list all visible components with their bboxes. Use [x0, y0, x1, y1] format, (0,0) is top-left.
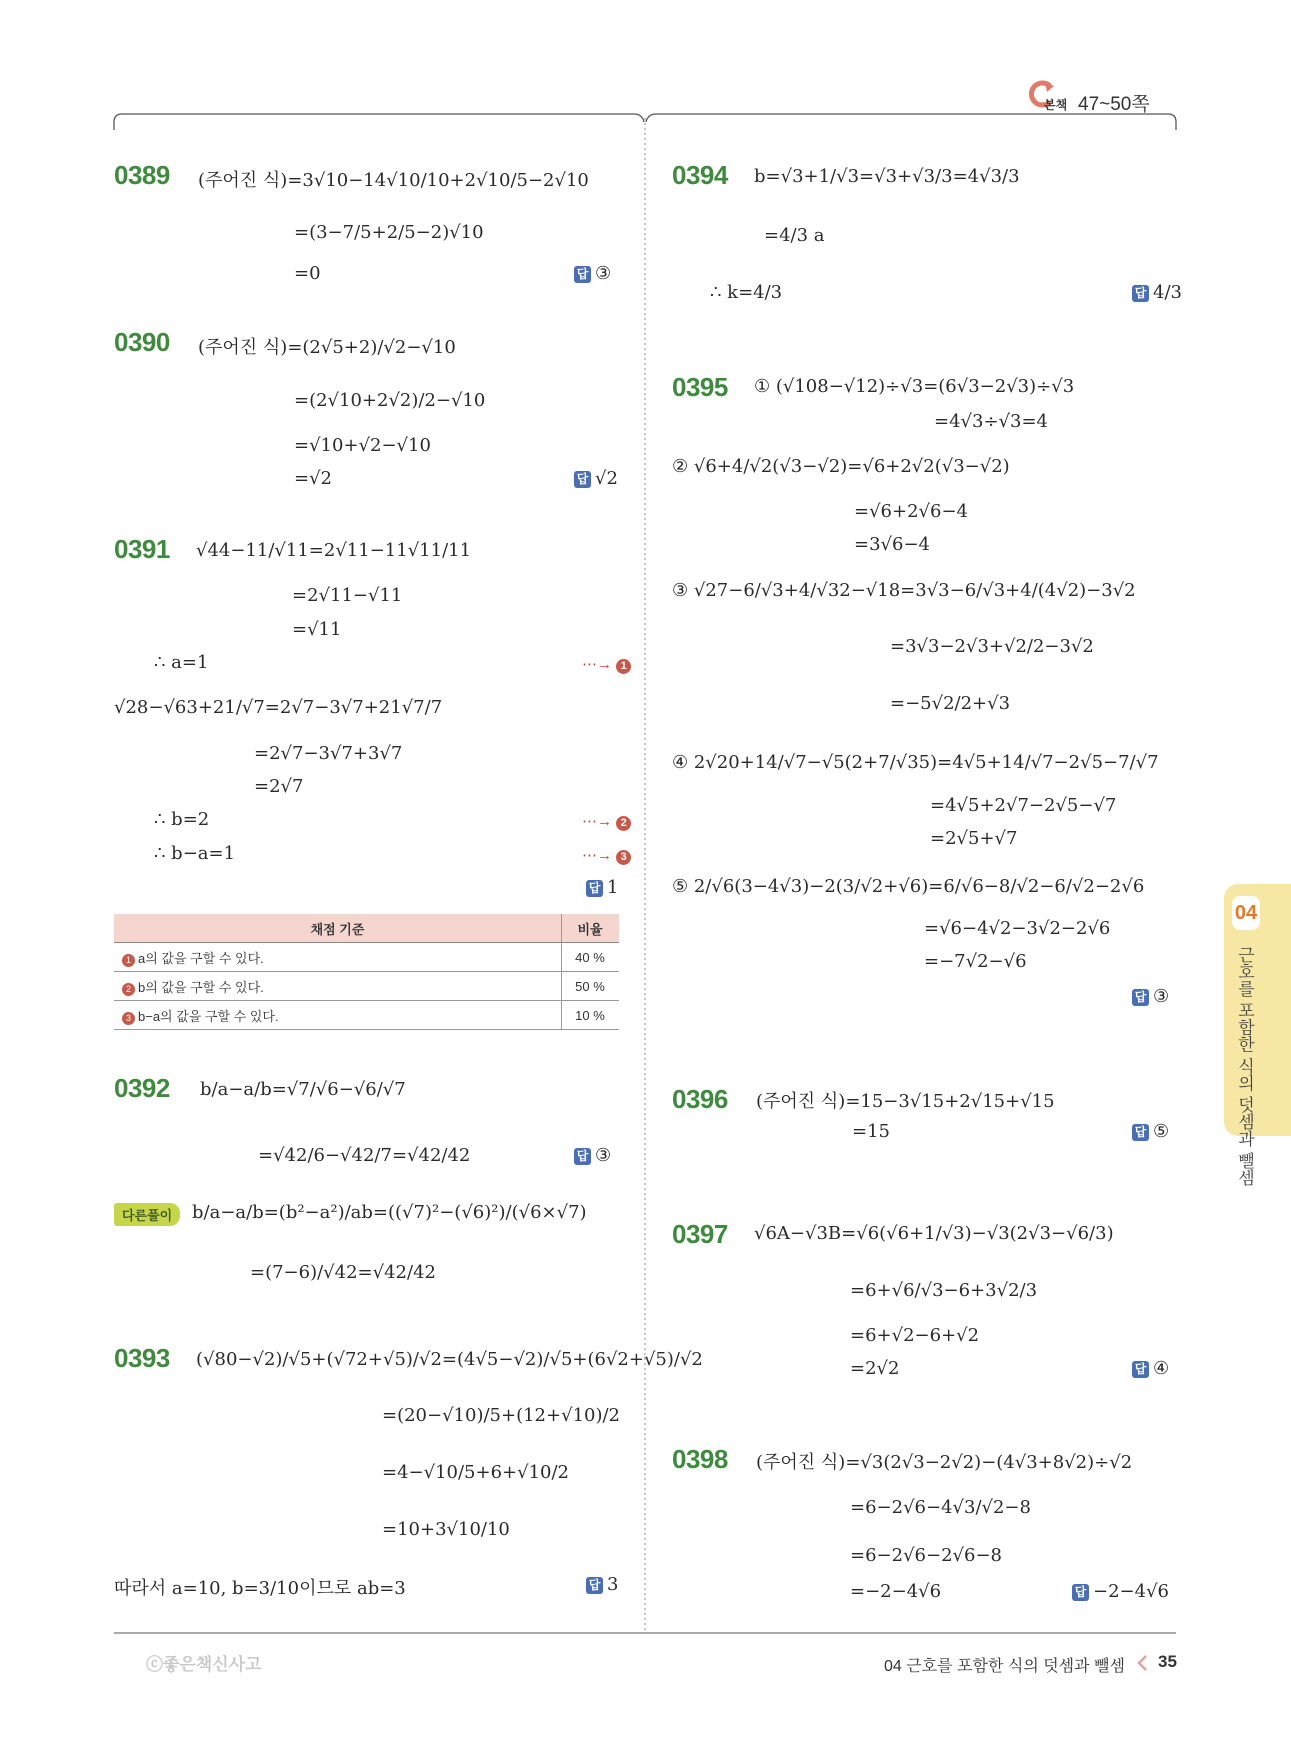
answer: 답 1: [586, 877, 618, 898]
solution-line: =√6+2√6−4: [854, 501, 968, 522]
chevron-left-icon: [1136, 1654, 1148, 1676]
score-mark-1: ⋯→ 1: [582, 655, 631, 674]
solution-line: =3√6−4: [854, 534, 930, 555]
problem-number-0393: 0393: [114, 1343, 170, 1373]
solution-line: =2√5+√7: [930, 828, 1018, 849]
solution-line: =(20−√10)/5+(12+√10)/2: [382, 1405, 621, 1426]
solution-line: =2√11−√11: [292, 585, 403, 606]
solution-line: =4−√10/5+6+√10/2: [382, 1462, 570, 1483]
table-row: 3 b−a의 값을 구할 수 있다. 10 %: [114, 1001, 619, 1030]
answer: 답 ③: [574, 263, 611, 284]
solution-line: 따라서 a=10, b=3/10이므로 ab=3: [114, 1578, 406, 1599]
criteria-ratio-head: 비율: [562, 914, 620, 943]
answer: 답 ④: [1132, 1358, 1169, 1379]
table-row: 2 b의 값을 구할 수 있다. 50 %: [114, 972, 619, 1001]
answer: 답 ③: [1132, 986, 1169, 1007]
solution-line: =6−2√6−2√6−8: [850, 1545, 1002, 1566]
solution-line: =−5√2/2+√3: [890, 693, 1011, 714]
solution-line: =3√3−2√3+√2/2−3√2: [890, 636, 1094, 657]
problem-number-0390: 0390: [114, 327, 170, 357]
criteria-head: 채점 기준: [114, 914, 562, 943]
score-mark-3: ⋯→ 3: [582, 846, 631, 865]
solution-line: =(2√10+2√2)/2−√10: [294, 390, 486, 411]
solution-line: ∴ k=4/3: [710, 282, 783, 303]
footer-chapter: 04 근호를 포함한 식의 덧셈과 뺄셈: [884, 1658, 1125, 1675]
solution-line: (주어진 식)=15−3√15+2√15+√15: [756, 1091, 1055, 1112]
solution-line: =4√5+2√7−2√5−√7: [930, 795, 1117, 816]
solution-line: =√42/6−√42/7=√42/42: [258, 1145, 471, 1166]
solution-line: ∴ b−a=1: [154, 843, 236, 864]
chapter-tab-number: 04: [1232, 896, 1260, 930]
solution-line: =−7√2−√6: [924, 951, 1027, 972]
solution-line: =(3−7/5+2/5−2)√10: [294, 222, 484, 243]
solution-line: ③ √27−6/√3+4/√32−√18=3√3−6/√3+4/(4√2)−3√2: [672, 580, 1136, 601]
solution-line: =10+3√10/10: [382, 1519, 510, 1540]
solution-line: =(7−6)/√42=√42/42: [250, 1262, 436, 1283]
solution-line: =2√2: [850, 1358, 900, 1379]
answer: 답 ⑤: [1132, 1121, 1169, 1142]
problem-number-0395: 0395: [672, 372, 728, 402]
chapter-tab-title: 근호를 포함한 식의 덧셈과 뺄셈: [1235, 946, 1254, 1186]
problem-number-0394: 0394: [672, 160, 728, 190]
solution-line: (√80−√2)/√5+(√72+√5)/√2=(4√5−√2)/√5+(6√2+√5)/√2: [196, 1349, 703, 1370]
solution-line: =2√7: [254, 776, 304, 797]
problem-number-0397: 0397: [672, 1219, 728, 1249]
problem-number-0389: 0389: [114, 160, 170, 190]
page-number: 35: [1158, 1652, 1177, 1671]
solution-line: =4√3÷√3=4: [934, 411, 1048, 432]
solution-line: =√6−4√2−3√2−2√6: [924, 918, 1111, 939]
solution-line: =15: [852, 1121, 890, 1142]
alt-solution-badge: 다른풀이: [114, 1203, 180, 1226]
header-book-label: 본책: [1044, 98, 1068, 112]
problem-number-0392: 0392: [114, 1073, 170, 1103]
solution-line: b/a−a/b=√7/√6−√6/√7: [200, 1079, 406, 1100]
solution-line: √44−11/√11=2√11−11√11/11: [196, 540, 472, 561]
answer: 답 √2: [574, 468, 618, 489]
solution-line: =6−2√6−4√3/√2−8: [850, 1497, 1031, 1518]
solution-line: =6+√6/√3−6+3√2/3: [850, 1280, 1038, 1301]
solution-line: b/a−a/b=(b²−a²)/ab=((√7)²−(√6)²)/(√6×√7): [192, 1202, 587, 1223]
score-mark-2: ⋯→ 2: [582, 812, 631, 831]
problem-number-0396: 0396: [672, 1084, 728, 1114]
solution-line: =2√7−3√7+3√7: [254, 743, 403, 764]
solution-line: ④ 2√20+14/√7−√5(2+7/√35)=4√5+14/√7−2√5−7/√7: [672, 752, 1159, 773]
problem-number-0398: 0398: [672, 1444, 728, 1474]
solution-line: ∴ a=1: [154, 652, 209, 673]
solution-line: ② √6+4/√2(√3−√2)=√6+2√2(√3−√2): [672, 456, 1010, 477]
solution-line: (주어진 식)=√3(2√3−2√2)−(4√3+8√2)÷√2: [756, 1452, 1133, 1473]
solution-line: ∴ b=2: [154, 809, 210, 830]
answer: 답 −2−4√6: [1072, 1581, 1169, 1602]
solution-line: (주어진 식)=3√10−14√10/10+2√10/5−2√10: [198, 170, 589, 191]
solution-line: =0: [294, 263, 321, 284]
solution-line: b=√3+1/√3=√3+√3/3=4√3/3: [754, 166, 1020, 187]
footer-publisher: ⓒ좋은책신사고: [146, 1655, 262, 1674]
solution-line: √6A−√3B=√6(√6+1/√3)−√3(2√3−√6/3): [754, 1223, 1114, 1244]
solution-line: =√10+√2−√10: [294, 435, 431, 456]
solution-line: =√2: [294, 468, 333, 489]
solution-line: =4/3 a: [764, 225, 825, 246]
solution-line: √28−√63+21/√7=2√7−3√7+21√7/7: [114, 697, 443, 718]
solution-line: (주어진 식)=(2√5+2)/√2−√10: [198, 337, 456, 358]
solution-line: =√11: [292, 619, 342, 640]
answer: 답 ③: [574, 1145, 611, 1166]
table-row: 1 a의 값을 구할 수 있다. 40 %: [114, 943, 619, 972]
solution-line: =6+√2−6+√2: [850, 1325, 980, 1346]
answer: 답 3: [586, 1574, 618, 1595]
header-pages: 47~50쪽: [1078, 94, 1150, 115]
scoring-criteria-table: [114, 914, 619, 1030]
problem-number-0391: 0391: [114, 534, 170, 564]
answer: 답 4/3: [1132, 282, 1182, 303]
solution-line: =−2−4√6: [850, 1581, 942, 1602]
solution-line: ⑤ 2/√6(3−4√3)−2(3/√2+√6)=6/√6−8/√2−6/√2−2√6: [672, 876, 1145, 897]
solution-line: ① (√108−√12)÷√3=(6√3−2√3)÷√3: [754, 376, 1075, 397]
